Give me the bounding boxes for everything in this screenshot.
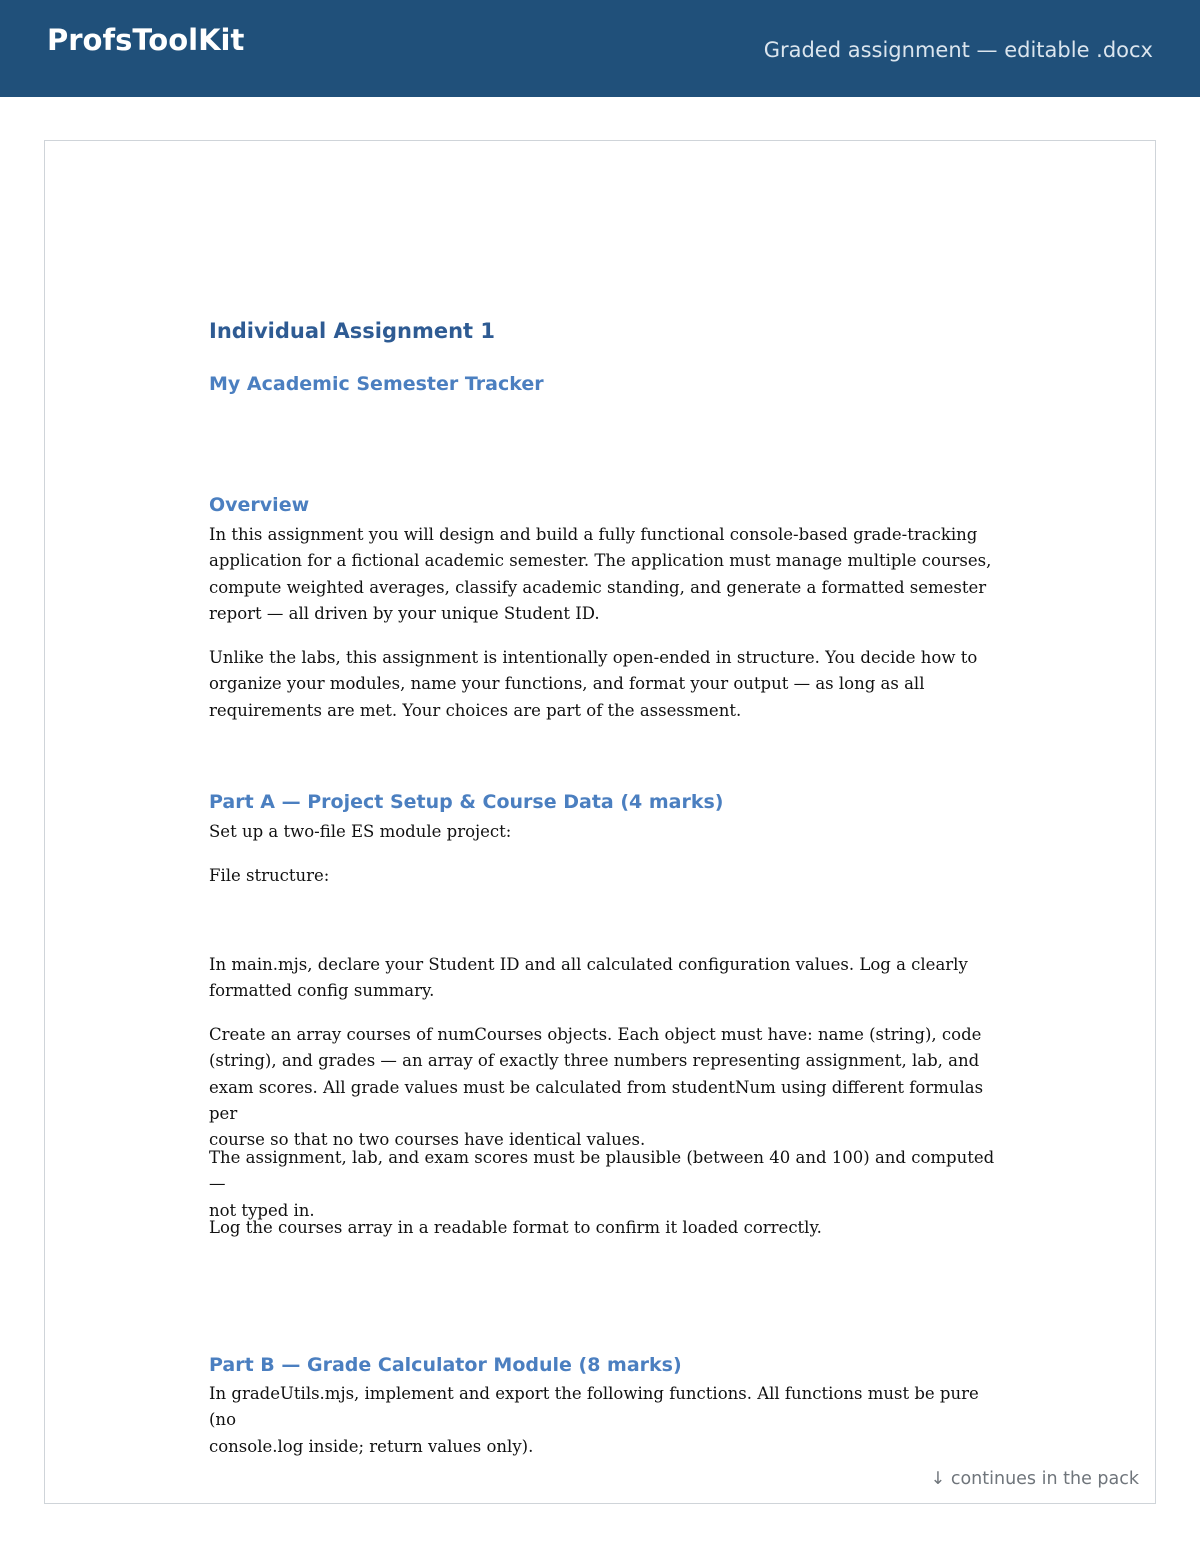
paragraph: Set up a two-file ES module project: — [209, 822, 512, 841]
header-subtitle: Graded assignment — editable .docx — [763, 38, 1153, 62]
paragraph: Log the courses array in a readable format to confirm it loaded correctly. — [209, 1218, 822, 1237]
document-title: Individual Assignment 1 — [209, 319, 496, 343]
section-heading-part-b: Part B — Grade Calculator Module (8 marks) — [209, 1354, 682, 1376]
paragraph: Unlike the labs, this assignment is intentionally open-ended in structure. You decide how to organize your modules, name your functions, and format your output — as long as all requirements are met. Your choices are part of the assessment. — [209, 648, 978, 720]
header-bar — [0, 0, 1200, 97]
paragraph: In gradeUtils.mjs, implement and export the following functions. All functions must be pure (no console.log inside; return values only). — [209, 1384, 979, 1456]
paragraph: The assignment, lab, and exam scores must be plausible (between 40 and 100) and computed — not typed in. — [209, 1148, 995, 1220]
document-page — [44, 140, 1156, 1504]
brand-logo[interactable]: ProfsToolKit — [47, 23, 245, 57]
paragraph: File structure: — [209, 866, 330, 885]
paragraph: Create an array courses of numCourses objects. Each object must have: name (string), code (string), and grades — an array of exactly three numbers representing assignment, lab, and exam scores. All grade values must be calculated from studentNum using different formulas per course so that no two courses have identical values. — [209, 1025, 984, 1150]
section-heading-overview: Overview — [209, 494, 310, 516]
document-subtitle: My Academic Semester Tracker — [209, 373, 544, 395]
paragraph: In this assignment you will design and build a fully functional console-based grade-tracking application for a fictional academic semester. The application must manage multiple courses, compute weighted averages, classify academic standing, and generate a formatted semester report — all driven by your unique Student ID. — [209, 525, 992, 623]
continues-note: ↓ continues in the pack — [923, 1465, 1141, 1493]
paragraph: In main.mjs, declare your Student ID and all calculated configuration values. Log a clearly formatted config summary. — [209, 955, 968, 1001]
section-heading-part-a: Part A — Project Setup & Course Data (4 marks) — [209, 791, 724, 813]
